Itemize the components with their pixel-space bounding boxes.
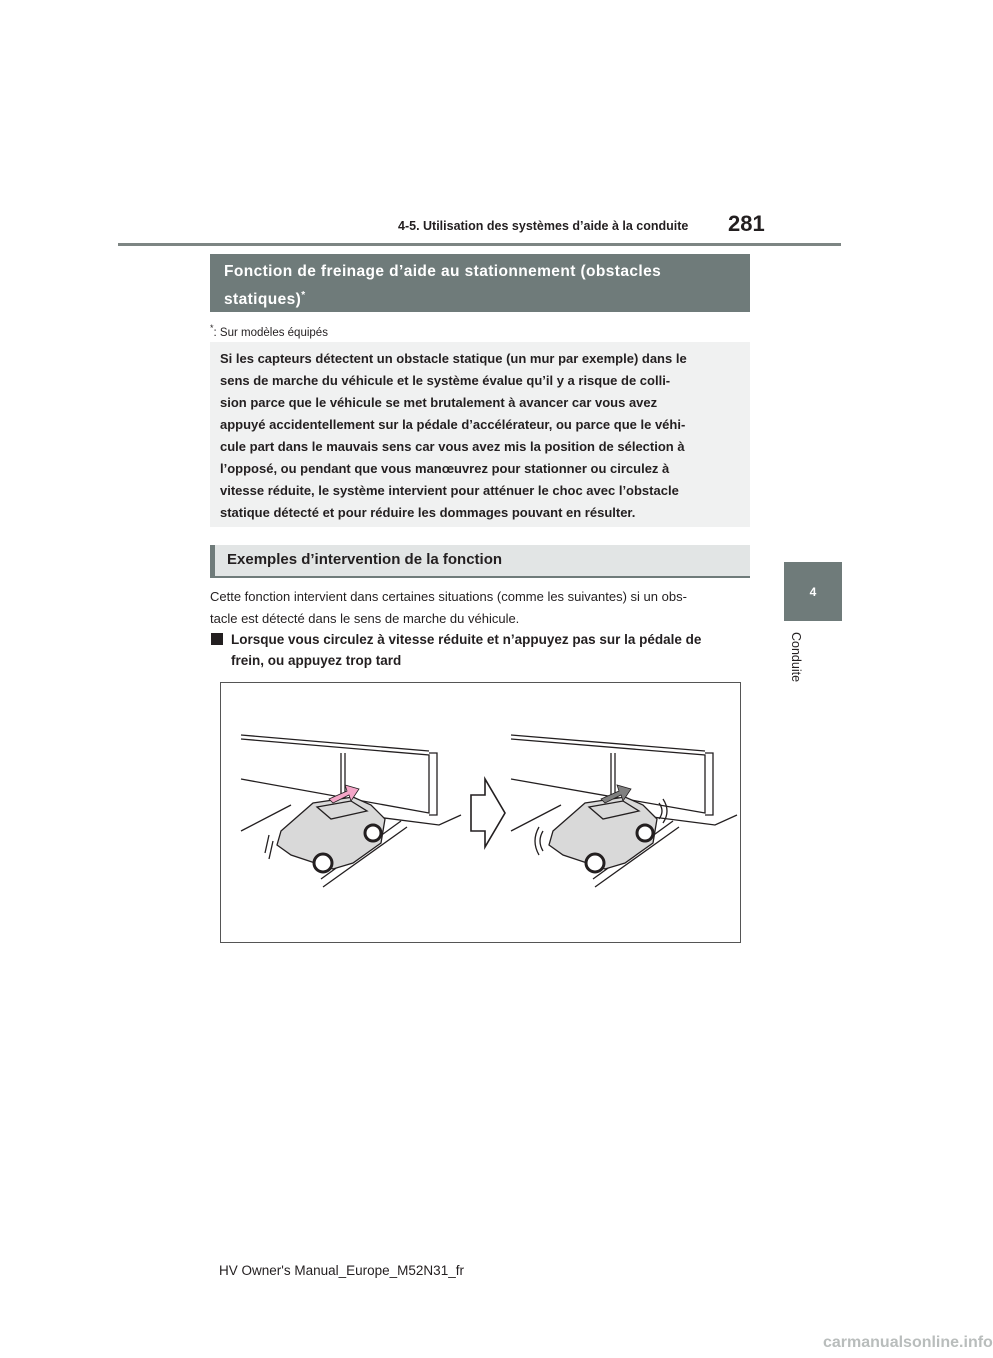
condition-text	[231, 629, 701, 671]
wall-left-top	[241, 735, 429, 751]
footnote-text: : Sur modèles équipés	[213, 326, 328, 339]
scene-before	[241, 735, 461, 887]
section-heading-line2: statiques)	[224, 291, 302, 309]
parking-line-left-a	[241, 805, 291, 831]
wall-right-end	[705, 753, 713, 815]
summary-line-8: statique détecté et pour réduire les dommages pouvant en résulter.	[220, 505, 636, 520]
summary-box	[210, 342, 750, 527]
examples-intro-line2: tacle est détecté dans le sens de marche du véhicule.	[210, 611, 520, 626]
summary-line-5: cule part dans le mauvais sens car vous avez mis la position de sélection à	[220, 439, 685, 454]
condition-line1: Lorsque vous circulez à vitesse réduite et n’appuyez pas sur la pédale de	[231, 632, 702, 647]
section-heading	[210, 254, 750, 312]
scene-after	[511, 735, 737, 887]
footnote	[210, 323, 328, 339]
summary-line-6: l’opposé, ou pendant que vous manœuvrez pour stationner ou circulez à	[220, 461, 670, 476]
wall-left-end	[429, 753, 437, 815]
chapter-tab	[784, 562, 842, 621]
chapter-title: Conduite	[789, 632, 803, 683]
car-right-wheel-b	[637, 825, 653, 841]
car-left-wheel-b	[365, 825, 381, 841]
summary-line-7: vitesse réduite, le système intervient pour atténuer le choc avec l’obstacle	[220, 483, 679, 498]
condition-item	[210, 629, 750, 671]
footer-manual-id: HV Owner's Manual_Europe_M52N31_fr	[219, 1263, 464, 1278]
illustration-frame	[220, 682, 741, 943]
watermark: carmanualsonline.info	[823, 1334, 993, 1351]
section-heading-line2-wrap	[224, 284, 736, 312]
transition-arrow-icon	[471, 779, 505, 847]
square-bullet-icon	[211, 633, 223, 645]
section-heading-line1: Fonction de freinage d’aide au stationnement (obstacles	[224, 263, 662, 280]
page-number: 281	[728, 211, 765, 236]
header-section-title: 4-5. Utilisation des systèmes d’aide à la conduite	[398, 219, 689, 233]
parking-illustration	[221, 683, 740, 942]
footnote-marker: *	[210, 323, 214, 333]
parking-line-right-a	[511, 805, 561, 831]
section-heading-marker: *	[301, 290, 306, 301]
chapter-number: 4	[809, 584, 817, 599]
motion-marks-left	[265, 835, 273, 859]
summary-line-1: Si les capteurs détectent un obstacle statique (un mur par exemple) dans le	[220, 351, 687, 366]
wall-right-top	[511, 735, 705, 751]
car-left-wheel-a	[314, 854, 332, 872]
condition-line2: frein, ou appuyez trop tard	[231, 653, 402, 668]
summary-line-4: appuyé accidentellement sur la pédale d’accélérateur, ou parce que le véhi-	[220, 417, 686, 432]
car-right-wheel-a	[586, 854, 604, 872]
summary-line-2: sens de marche du véhicule et le système évalue qu’il y a risque de colli-	[220, 373, 671, 388]
examples-intro-line1: Cette fonction intervient dans certaines situations (comme les suivantes) si un obs-	[210, 589, 687, 604]
examples-heading: Exemples d’intervention de la fonction	[210, 545, 750, 578]
header-divider	[118, 243, 841, 246]
summary-line-3: sion parce que le véhicule se met brutalement à avancer car vous avez	[220, 395, 658, 410]
examples-intro	[210, 586, 750, 630]
